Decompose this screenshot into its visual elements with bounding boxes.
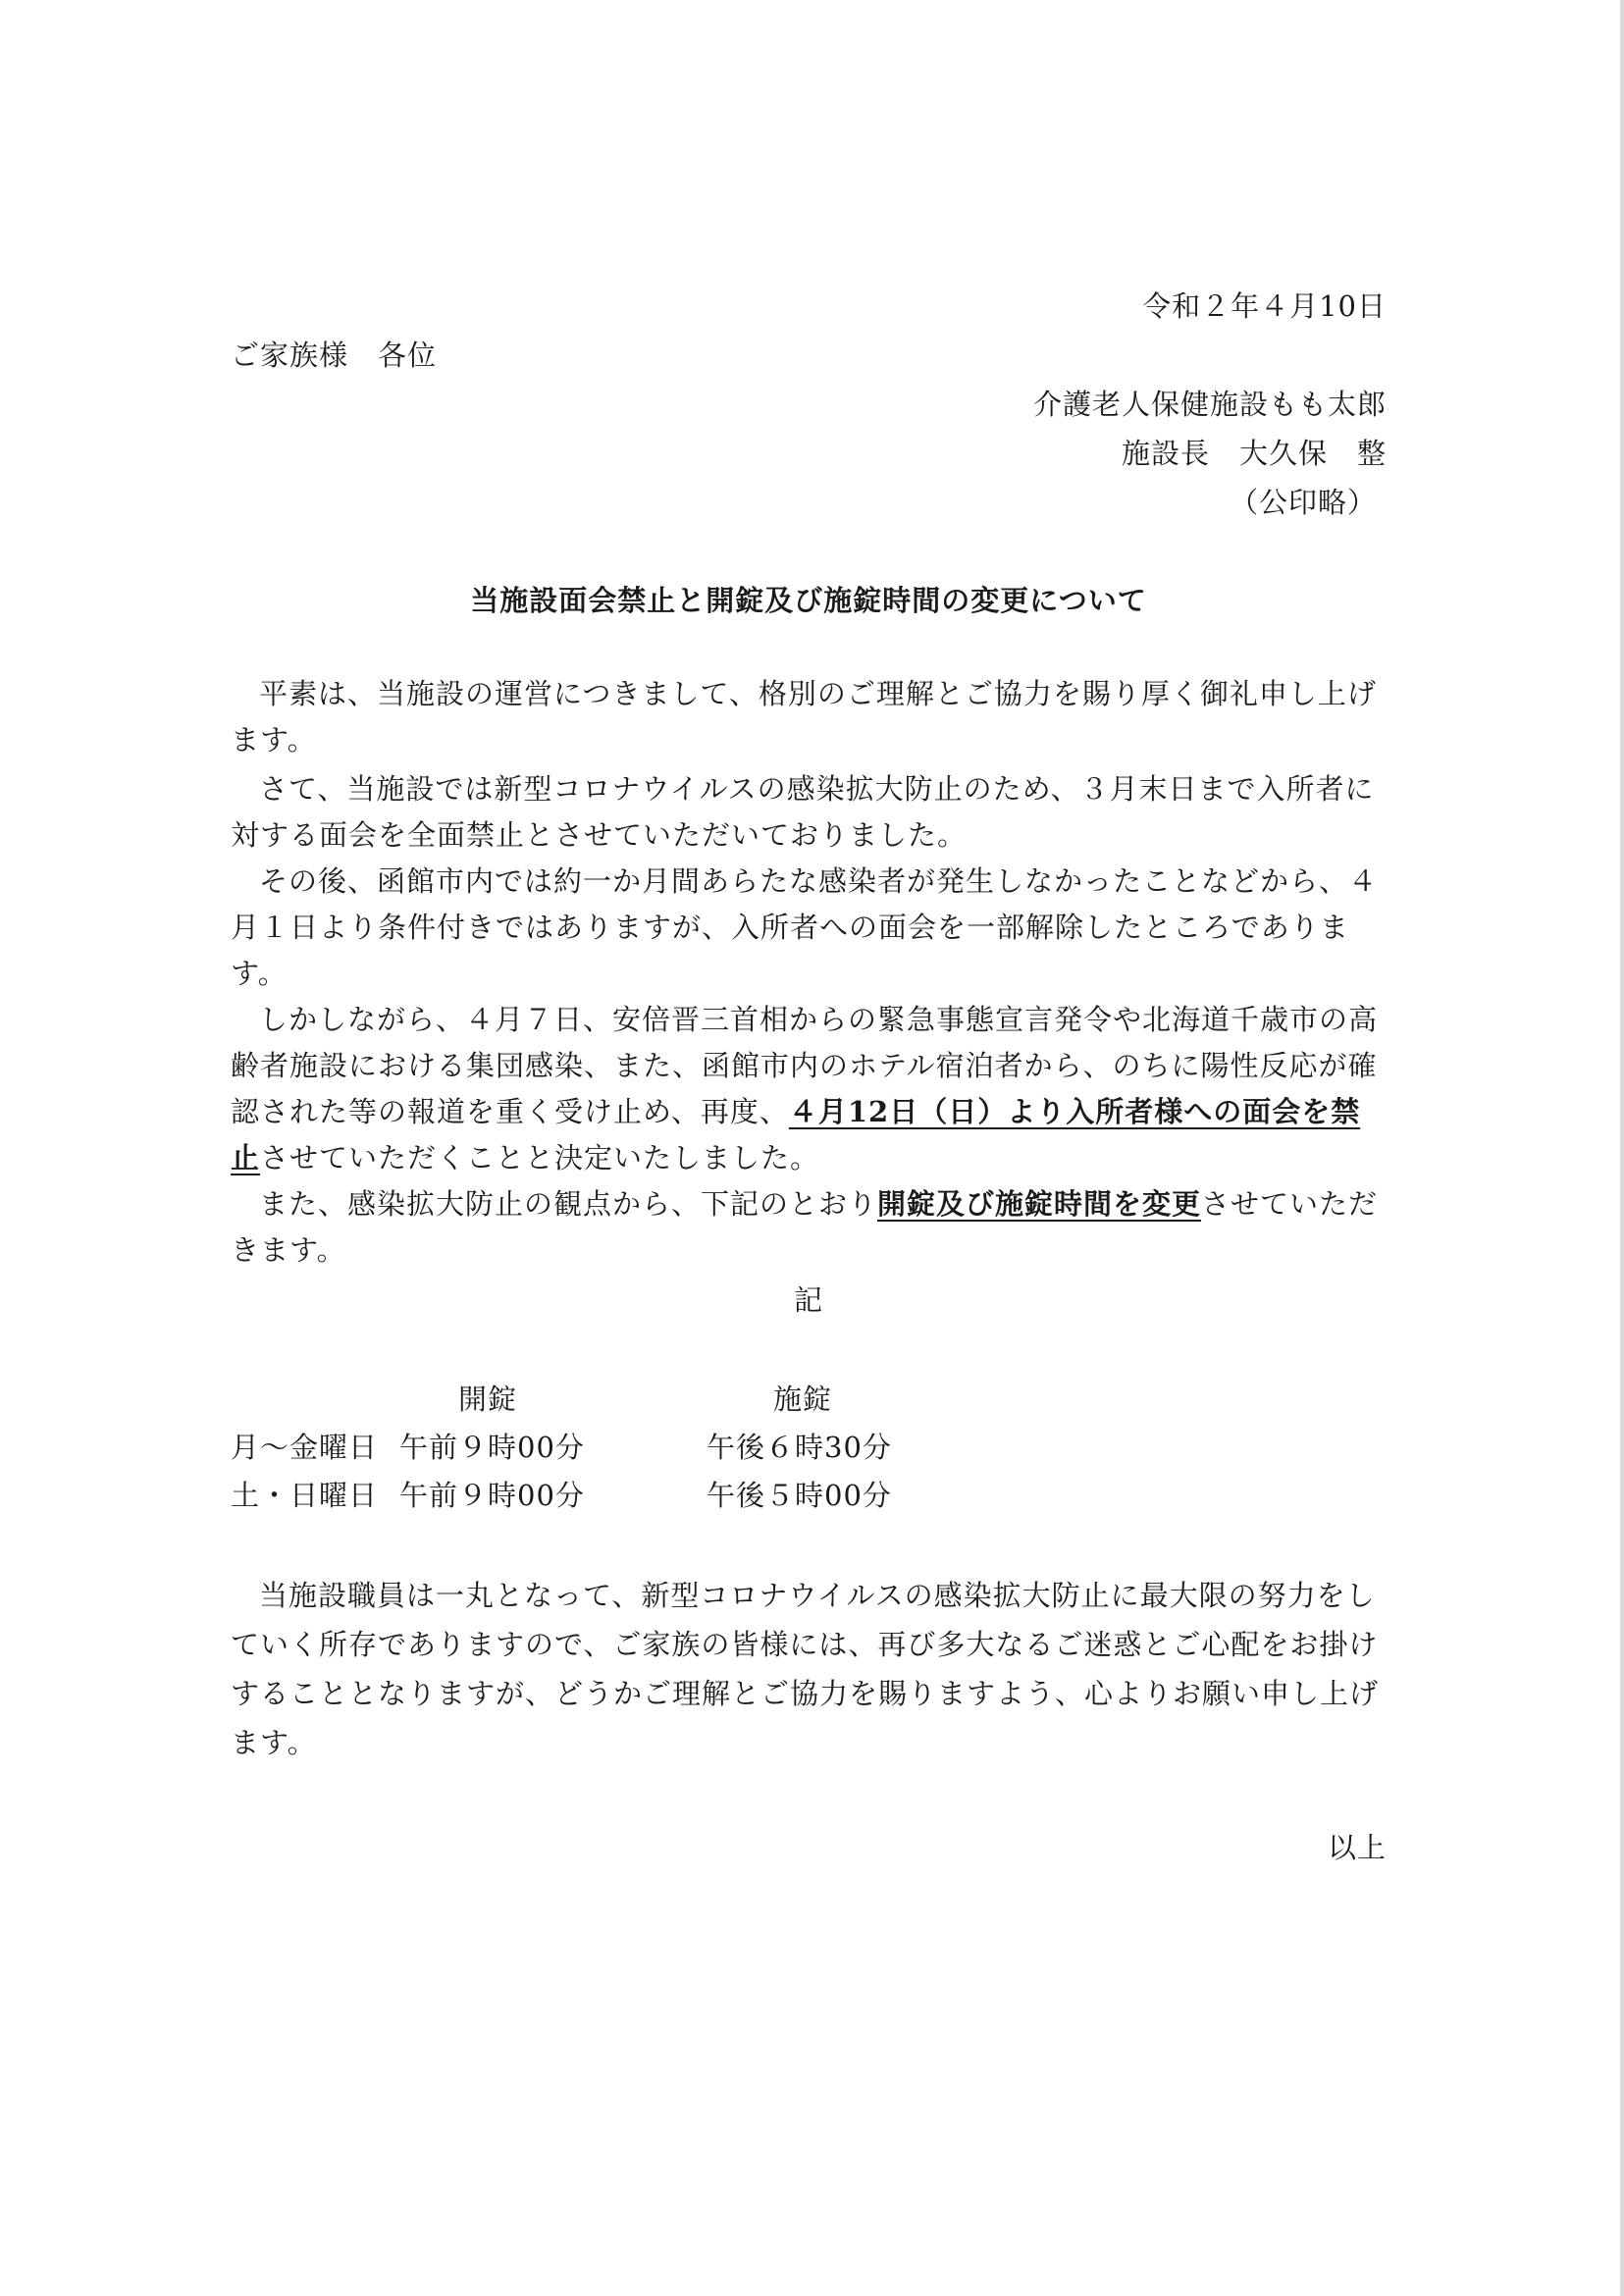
closing-section — [231, 1571, 1387, 1767]
hours-open-time: 午前９時00分 — [399, 1431, 585, 1464]
hours-header-open: 開錠 — [458, 1383, 518, 1416]
hours-row-weekend — [231, 1470, 892, 1518]
hours-change-text-b: させていただきます。 — [231, 1187, 1379, 1267]
paragraph-greeting: 平素は、当施設の運営につきまして、格別のご理解とご協力を賜り厚く御礼申し上げます。 — [231, 677, 1377, 757]
hours-day: 月～金曜日 — [231, 1431, 379, 1464]
hours-table — [231, 1374, 892, 1518]
letter-date: 令和２年４月10日 — [1142, 289, 1387, 323]
hours-change-underlined: 開錠及び施錠時間を変更 — [877, 1187, 1202, 1221]
ki-heading: 記 — [793, 1283, 823, 1317]
hours-close-time: 午後５時00分 — [707, 1479, 892, 1512]
paragraph-hours-change — [231, 1181, 1387, 1274]
letter-body — [231, 671, 1387, 1274]
hours-change-text-a: また、感染拡大防止の観点から、下記のとおり — [259, 1187, 878, 1221]
hours-row-weekday — [231, 1422, 892, 1470]
hours-header-close: 施錠 — [773, 1383, 833, 1416]
hours-header-row — [231, 1374, 892, 1422]
hours-day: 土・日曜日 — [231, 1479, 379, 1512]
letter-page — [231, 285, 1387, 1866]
ijo-closing-mark: 以上 — [1327, 1831, 1387, 1864]
paragraph-visit-ban — [231, 997, 1387, 1181]
paragraph-closing: 当施設職員は一丸となって、新型コロナウイルスの感染拡大防止に最大限の努力をしていく所存でありますので、ご家族の皆様には、再び多大なるご迷惑とご心配をお掛けすることとなりますが、どうかご理解とご協力を賜りますよう、心よりお願い申し上げます。 — [231, 1579, 1380, 1759]
paragraph-background: さて、当施設では新型コロナウイルスの感染拡大防止のため、３月末日まで入所者に対する面会を全面禁止とさせていただいておりました。 — [231, 772, 1375, 852]
visit-ban-text-a: しかしながら、４月７日、安倍晋三首相からの緊急事態宣言発令や北海道千歳市の高齢者施設における集団感染、また、函館市内のホテル宿泊者から、のちに陽性反応が確認された等の報道を重く受け止め、再度、 — [231, 1003, 1379, 1128]
hours-header-day — [231, 1374, 399, 1422]
visit-ban-underlined: ４月12日（日）より入所者様への面会を禁止 — [231, 1095, 1361, 1174]
sender-organization: 介護老人保健施設もも太郎 — [1032, 388, 1387, 421]
hours-open-time: 午前９時00分 — [399, 1479, 585, 1512]
scan-edge — [1620, 0, 1624, 2296]
visit-ban-text-b: させていただくことと決定いたしました。 — [260, 1141, 820, 1174]
letter-title: 当施設面会禁止と開錠及び施錠時間の変更について — [470, 584, 1147, 617]
sender-name: 施設長 大久保 整 — [1121, 437, 1387, 470]
hours-close-time: 午後６時30分 — [707, 1431, 892, 1464]
addressee: ご家族様 各位 — [231, 339, 438, 372]
paragraph-partial-lift: その後、函館市内では約一か月間あらたな感染者が発生しなかったことなどから、４月１日より条件付きではありますが、入所者への面会を一部解除したところであります。 — [231, 864, 1379, 990]
seal-note: （公印略） — [1229, 486, 1377, 519]
